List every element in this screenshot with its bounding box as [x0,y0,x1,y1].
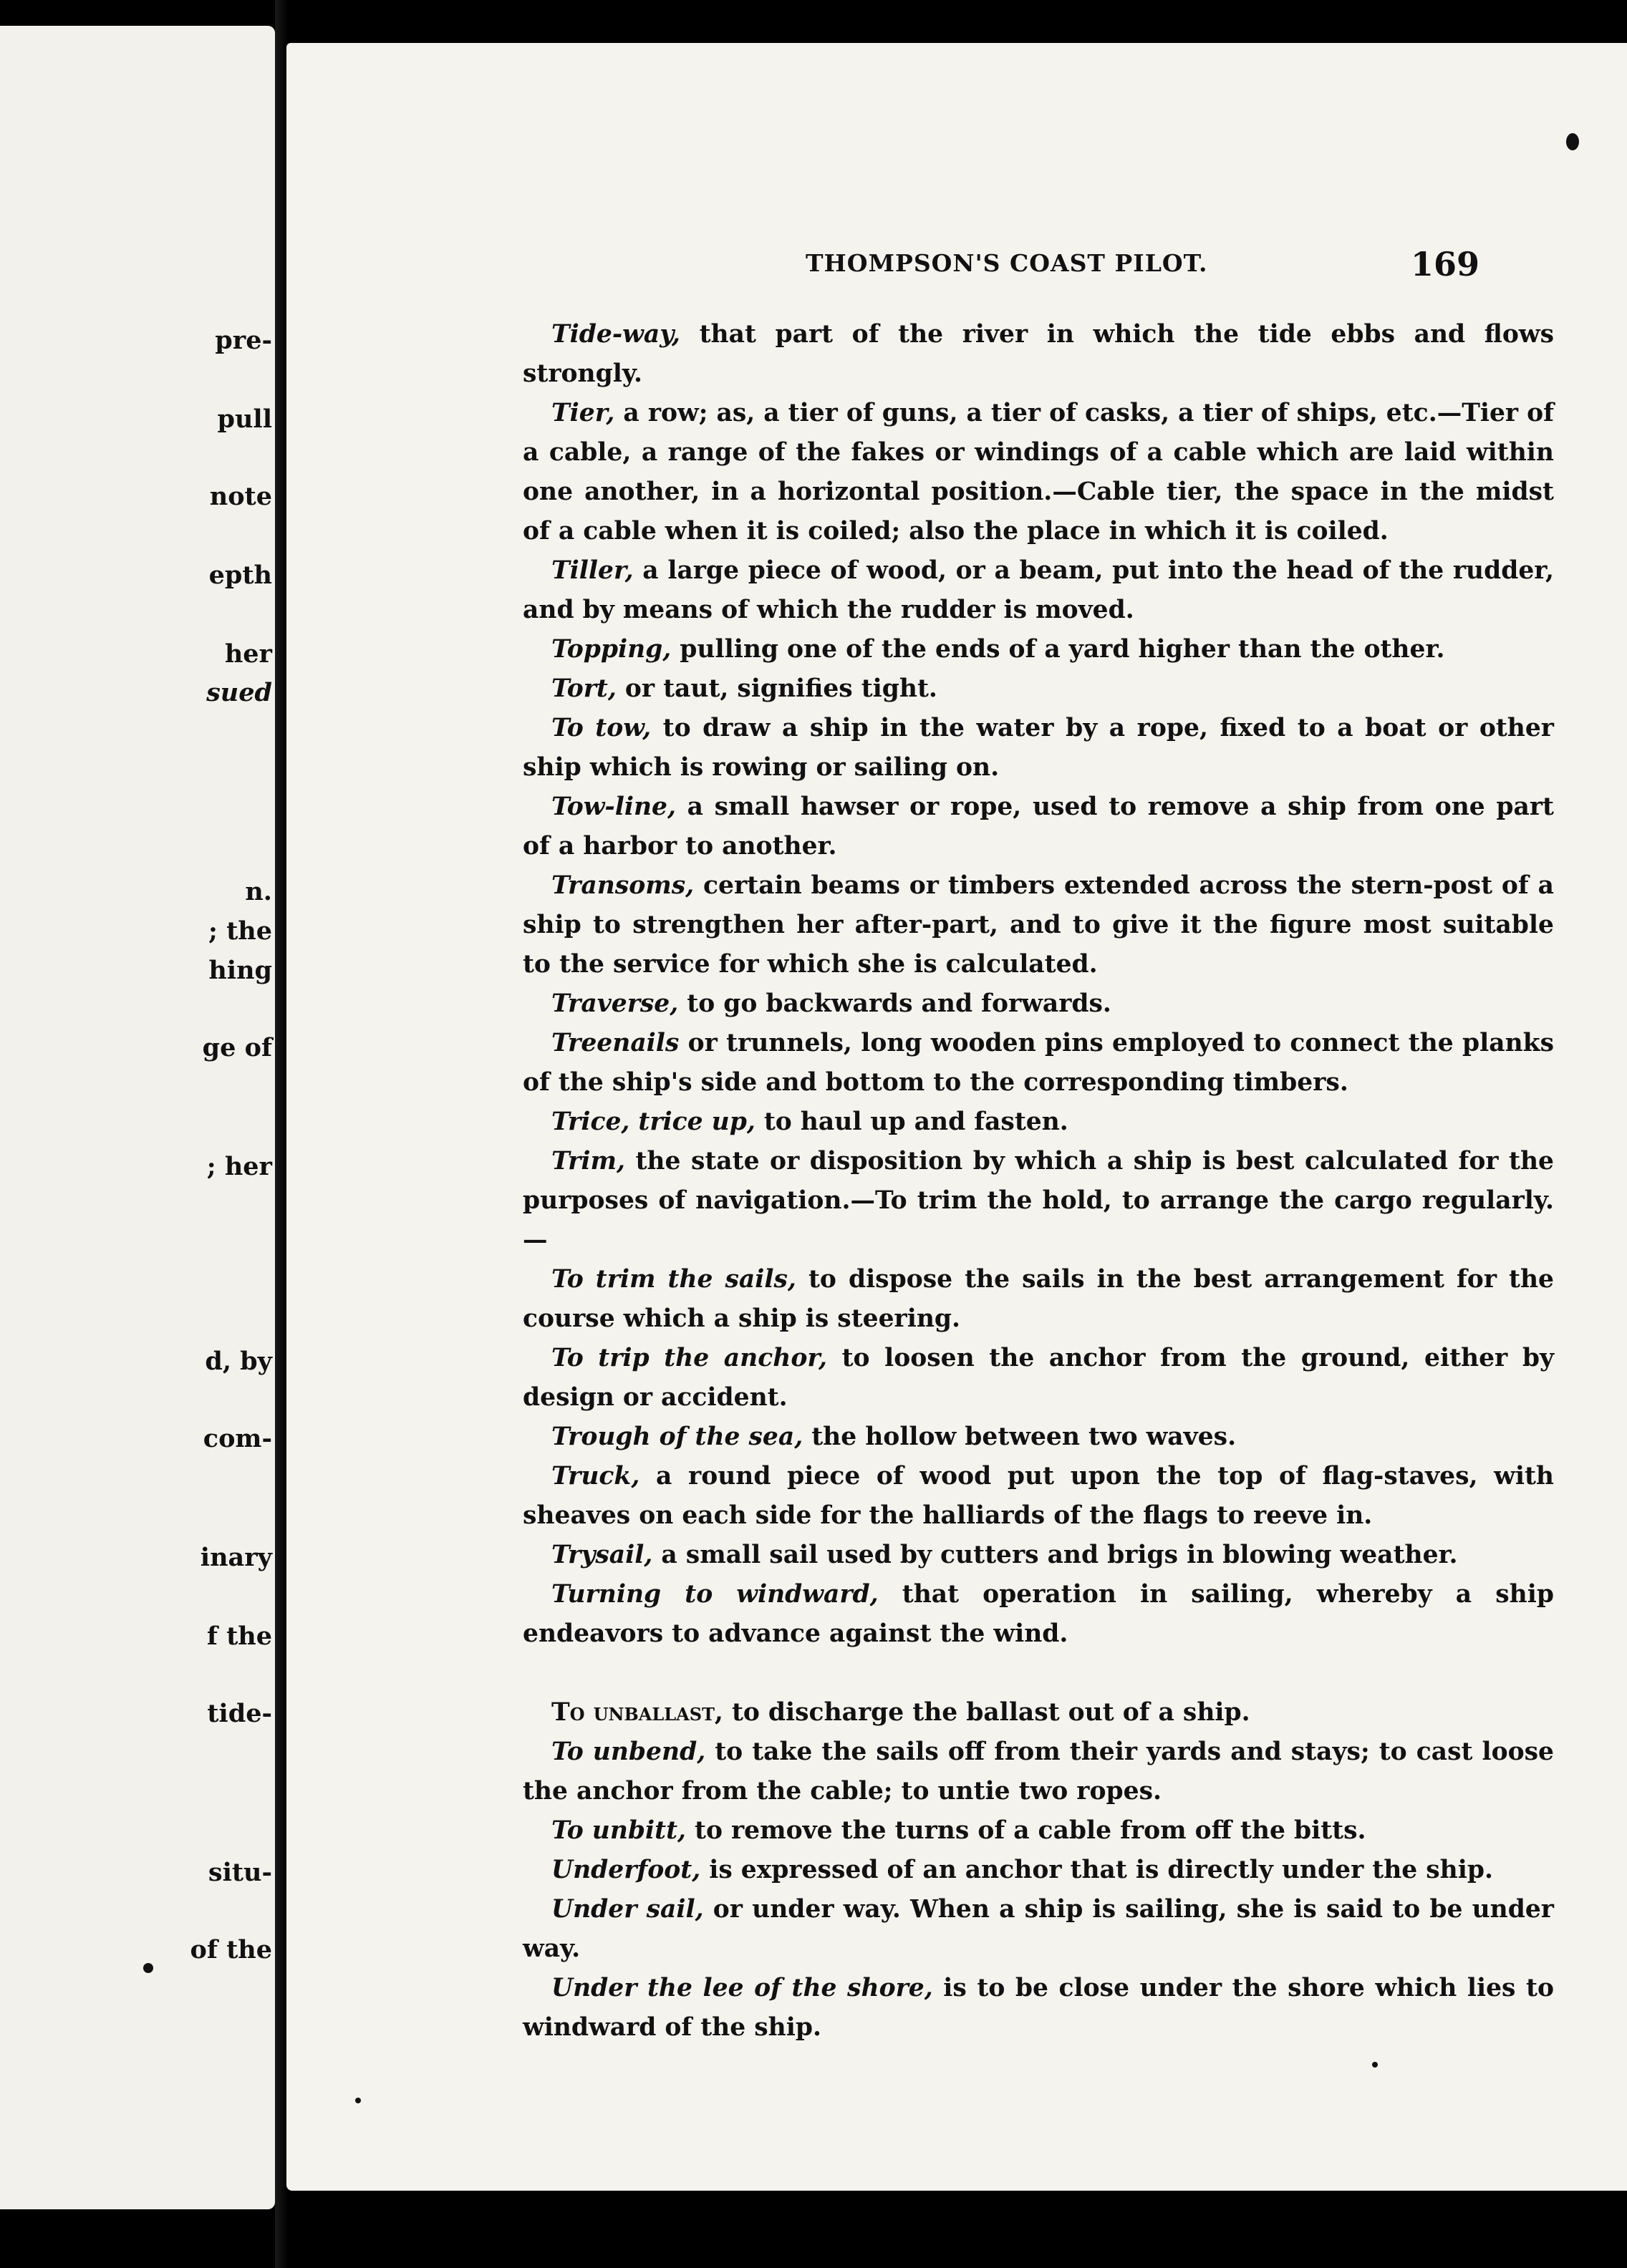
entry-definition: the state or disposition by which a ship is best calculated for the purposes of navigation.—To trim the hold, to arrange the cargo regularly.— [523,1147,1554,1254]
glossary-entry [523,669,1554,709]
entry-definition: to go backwards and forwards. [678,989,1111,1018]
entry-term: Trice, trice up, [551,1108,755,1136]
entry-definition: to haul up and fasten. [755,1108,1068,1136]
entry-definition: or trunnels, long wooden pins employed to connect the planks of the ship's side and bottom to the corresponding timbers. [523,1029,1554,1097]
facing-page-line: ; her [206,1152,272,1181]
ink-speck [1372,2062,1378,2068]
entry-term: To trip the anchor, [551,1344,828,1372]
entry-definition: or taut, signifies tight. [616,674,937,703]
running-head: THOMPSON'S COAST PILOT. [806,249,1208,277]
facing-page-line: d, by [205,1347,272,1376]
entry-term: Trough of the sea, [551,1423,803,1451]
entry-definition: or under way. When a ship is sailing, she is said to be under way. [523,1895,1554,1963]
glossary-entry [523,1024,1554,1102]
entry-term: Traverse, [551,989,679,1018]
entry-term: Turning to windward, [551,1580,879,1609]
facing-page-line: inary [200,1543,272,1572]
entry-term: Underfoot, [551,1856,701,1884]
entry-definition: a round piece of wood put upon the top of flag-staves, with sheaves on each side for the halliards of the flags to reeve in. [523,1462,1554,1530]
entry-term: To unballast, [551,1698,723,1727]
glossary-entry [523,1575,1554,1654]
entry-definition: that part of the river in which the tide ebbs and flows strongly. [523,320,1554,388]
entry-definition: to remove the turns of a cable from off the bitts. [686,1816,1366,1845]
facing-page-line: pull [217,404,272,434]
facing-page [0,26,275,2209]
glossary-entry [523,1339,1554,1418]
facing-page-line: epth [208,561,272,590]
entry-term: Topping, [551,635,672,664]
facing-page-line: note [209,482,272,511]
glossary-entry [523,1693,1554,1732]
glossary-entry [523,1811,1554,1851]
glossary-entry [523,1969,1554,2048]
entry-definition: to loosen the anchor from the ground, either by design or accident. [523,1344,1554,1412]
glossary-entry [523,709,1554,788]
glossary-entry [523,984,1554,1024]
facing-page-line: hing [208,956,272,985]
entry-definition: to take the sails off from their yards and stays; to cast loose the anchor from the cable; to untie two ropes. [523,1738,1554,1806]
entry-term: Tier, [551,399,615,427]
entry-term: Transoms, [551,871,695,900]
entry-term: To tow, [551,714,652,742]
glossary-entry [523,1732,1554,1811]
glossary-entry [523,1418,1554,1457]
entry-definition: a small sail used by cutters and brigs in blowing weather. [652,1541,1458,1569]
facing-page-line: ; the [208,916,272,946]
facing-page-line: pre- [215,326,272,355]
facing-page-line: of the [190,1935,272,1964]
glossary-entry [523,1260,1554,1339]
ink-speck [1566,133,1579,150]
entry-term: Truck, [551,1462,640,1491]
facing-page-line: ge of [202,1033,272,1062]
entry-term: Under sail, [551,1895,704,1924]
entry-definition: certain beams or timbers extended across the stern-post of a ship to strengthen her after-part, and to give it the figure most suitable to the service for which she is calculated. [523,871,1554,979]
ink-speck [355,2098,361,2103]
entry-term: Trysail, [551,1541,653,1569]
ink-speck [143,1963,153,1973]
glossary-text [523,315,1554,2048]
glossary-entry [523,630,1554,669]
glossary-entry [523,1142,1554,1260]
glossary-entry [523,315,1554,394]
entry-term: Tiller, [551,556,634,585]
entry-term: Trim, [551,1147,625,1176]
entry-definition: the hollow between two waves. [803,1423,1237,1451]
entry-definition: to dispose the sails in the best arrangement for the course which a ship is steering. [523,1265,1554,1333]
glossary-entry [523,866,1554,984]
entry-definition: a small hawser or rope, used to remove a ship from one part of a harbor to another. [523,793,1554,861]
facing-page-line: situ- [208,1858,272,1887]
entry-definition: to discharge the ballast out of a ship. [723,1698,1250,1727]
glossary-entry [523,788,1554,866]
entry-definition: to draw a ship in the water by a rope, fixed to a boat or other ship which is rowing or sailing on. [523,714,1554,782]
entry-definition: is expressed of an anchor that is directly under the ship. [700,1856,1493,1884]
main-page [286,43,1627,2191]
glossary-entry [523,1851,1554,1890]
entry-term: Tide-way, [551,320,680,349]
glossary-entry [523,1890,1554,1969]
facing-page-line: her [224,639,272,669]
glossary-entry [523,1457,1554,1536]
facing-page-line: f the [206,1622,272,1651]
entry-term: Tow-line, [551,793,676,821]
entry-definition: is to be close under the shore which lies to windward of the ship. [523,1974,1554,2042]
page-number: 169 [1411,245,1480,284]
entry-term: To trim the sails, [551,1265,796,1294]
entry-term: To unbitt, [551,1816,687,1845]
glossary-entry [523,1536,1554,1575]
glossary-entry [523,1102,1554,1142]
facing-page-line: sued [206,678,272,707]
entry-definition: that operation in sailing, whereby a ship endeavors to advance against the wind. [523,1580,1554,1648]
section-gap [523,1654,1554,1693]
glossary-entry [523,551,1554,630]
entry-term: Treenails [551,1029,680,1057]
entry-term: Under the lee of the shore, [551,1974,933,2002]
entry-definition: pulling one of the ends of a yard higher than the other. [671,635,1445,664]
entry-definition: a row; as, a tier of guns, a tier of casks, a tier of ships, etc.—Tier of a cable, a range of the fakes or windings of a cable which are laid within one another, in a horizontal position.—Cable tier, the space in the midst of a cable when it is coiled; also the place in which it is coiled. [523,399,1554,546]
entry-term: To unbend, [551,1738,706,1766]
facing-page-line: n. [245,877,272,906]
entry-term: Tort, [551,674,617,703]
facing-page-line: tide- [207,1699,272,1728]
entry-definition: a large piece of wood, or a beam, put into the head of the rudder, and by means of which the rudder is moved. [523,556,1554,624]
facing-page-line: com- [203,1424,272,1453]
glossary-entry [523,394,1554,551]
